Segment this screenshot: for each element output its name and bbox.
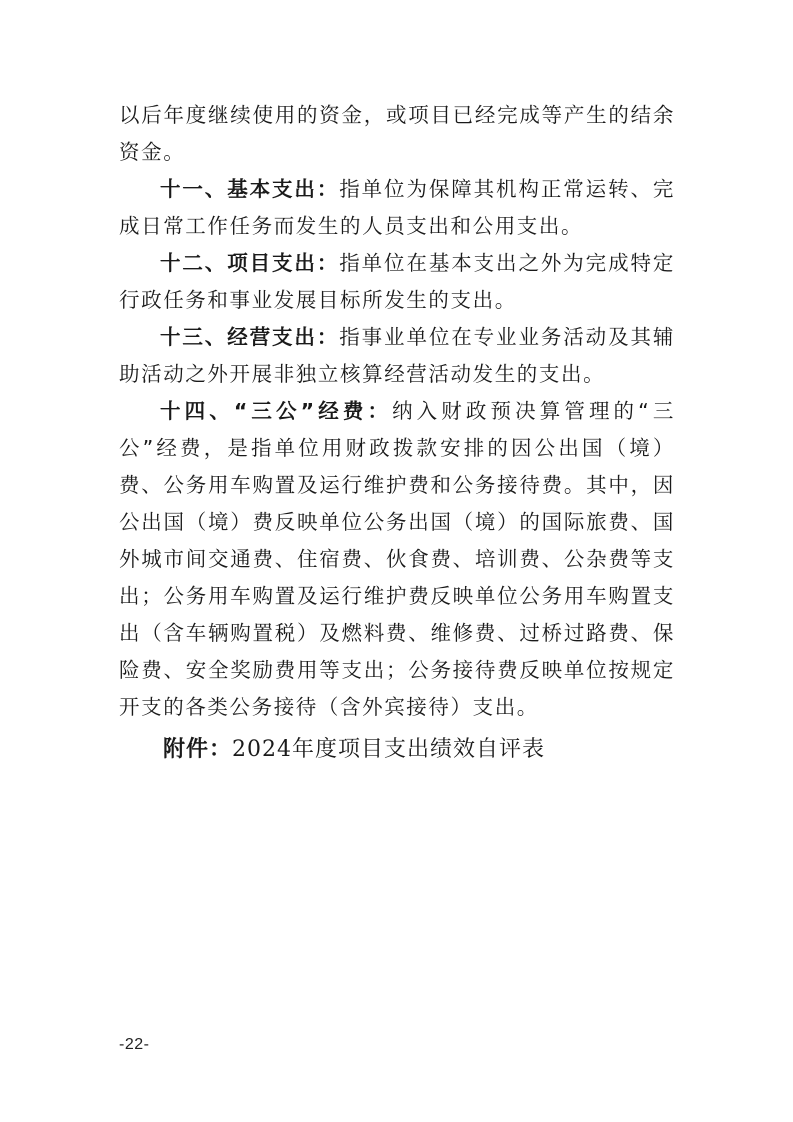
definition-operating-expenditure: [119, 319, 675, 393]
document-body: [119, 97, 675, 770]
definition-three-public-expenses: [119, 393, 675, 726]
page-number: -22-: [119, 1036, 150, 1053]
definition-text: 纳入财政预决算管理的“三公”经费，是指单位用财政拨款安排的因公出国（境）费、公务用车购置及运行维护费和公务接待费。其中，因公出国（境）费反映单位公务出国（境）的国际旅费、国外城市间交通费、住宿费、伙食费、培训费、公杂费等支出；公务用车购置及运行维护费反映单位公务用车购置支出（含车辆购置税）及燃料费、维修费、过桥过路费、保险费、安全奖励费用等支出；公务接待费反映单位按规定开支的各类公务接待（含外宾接待）支出。: [119, 399, 675, 719]
definition-project-expenditure: [119, 245, 675, 319]
definition-term: 十三、经营支出：: [160, 325, 340, 349]
definition-basic-expenditure: [119, 171, 675, 245]
definition-text: 指单位为保障其机构正常运转、完成日常工作任务而发生的人员支出和公用支出。: [119, 177, 675, 238]
definition-term: 十二、项目支出：: [160, 251, 340, 275]
definition-text: 指事业单位在专业业务活动及其辅助活动之外开展非独立核算经营活动发生的支出。: [119, 325, 675, 386]
definition-term: 十四、“三公”经费：: [160, 399, 393, 423]
attachment-title: 2024年度项目支出绩效自评表: [232, 737, 546, 762]
definition-text: 指单位在基本支出之外为完成特定行政任务和事业发展目标所发生的支出。: [119, 251, 675, 312]
attachment-label: 附件：: [163, 737, 233, 762]
attachment-line: [119, 730, 675, 770]
continuation-paragraph: 以后年度继续使用的资金，或项目已经完成等产生的结余资金。: [119, 103, 675, 164]
definition-term: 十一、基本支出：: [160, 177, 340, 201]
